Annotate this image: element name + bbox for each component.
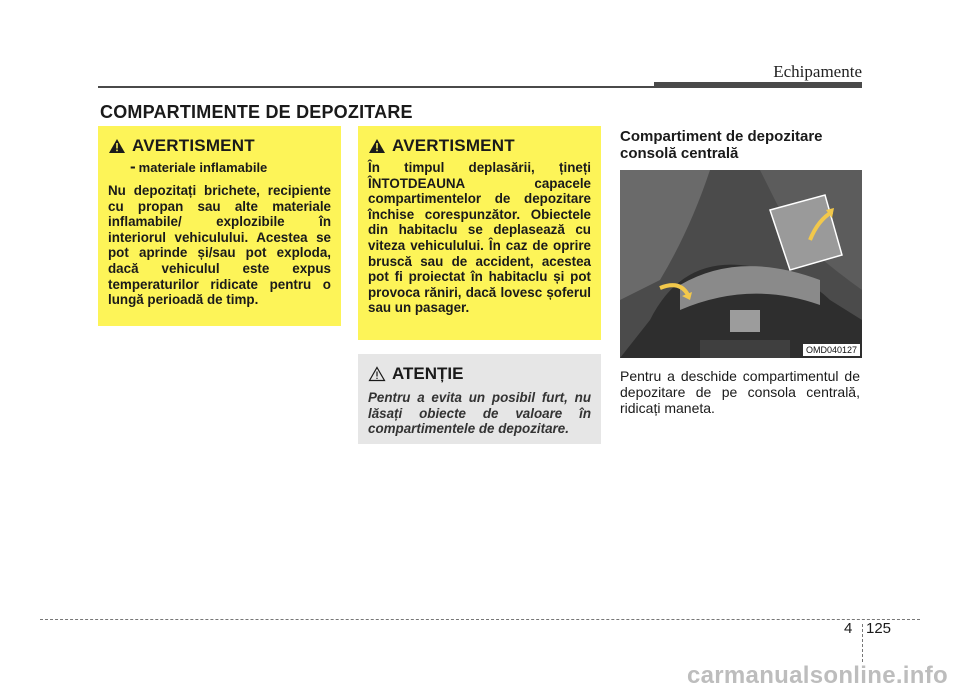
console-photo-illustration xyxy=(620,170,862,358)
caution-triangle-icon xyxy=(368,366,386,382)
caution-text: Pentru a evita un posibil furt, nu lăsați obiecte de valoare în compartimentele de depozitare. xyxy=(368,390,591,437)
header-bar xyxy=(654,82,862,88)
chapter-title: Echipamente xyxy=(773,62,862,81)
console-storage-photo xyxy=(620,170,862,358)
warning-title: AVERTISMENT xyxy=(392,136,515,155)
console-instructions: Pentru a deschide compartimentul de depozitare de pe consola centrală, ridicați maneta. xyxy=(620,368,860,416)
footer-rule xyxy=(40,619,920,620)
photo-code-label: OMD040127 xyxy=(803,344,860,356)
console-storage-title: Compartiment de depozitare consolă centrală xyxy=(620,128,823,162)
warning-text: În timpul deplasării, țineți ÎNTOTDEAUNA capacele compartimentelor de depozitare închise corespunzător. Obiectele din habitaclu se deplasează cu viteza vehiculului. În caz de oprire bruscă sau de accident, acestea pot fi proiectat în habitaclu și pot provoca răniri, dacă lovesc șoferul sau un pasager. xyxy=(368,160,591,316)
warning-subtitle-dash: - xyxy=(130,157,136,176)
caution-header xyxy=(368,364,591,384)
caution-box xyxy=(358,354,601,444)
warning-box-storage-lids xyxy=(358,126,601,340)
section-title: COMPARTIMENTE DE DEPOZITARE xyxy=(100,102,413,122)
warning-text: Nu depozitați brichete, recipiente cu propan sau alte materiale inflamabile/ explozibile în interiorul vehiculului. Acestea se pot aprinde și/sau pot exploda, dacă vehiculul este expus temperaturilor ridicate pentru o lungă perioadă de timp. xyxy=(108,183,331,308)
warning-box-flammable xyxy=(98,126,341,326)
warning-triangle-icon xyxy=(368,138,386,154)
page-chapter-number: 4 xyxy=(844,620,853,637)
warning-header xyxy=(368,136,591,156)
warning-header xyxy=(108,136,331,156)
watermark: carmanualsonline.info xyxy=(686,662,948,689)
caution-title: ATENȚIE xyxy=(392,364,464,383)
warning-title: AVERTISMENT xyxy=(132,136,255,155)
header-rule xyxy=(98,86,654,88)
warning-subtitle: materiale inflamabile xyxy=(138,160,268,175)
page-number: 125 xyxy=(866,620,892,637)
warning-subtitle-line xyxy=(130,157,331,177)
warning-triangle-icon xyxy=(108,138,126,154)
footer-divider xyxy=(862,624,863,662)
